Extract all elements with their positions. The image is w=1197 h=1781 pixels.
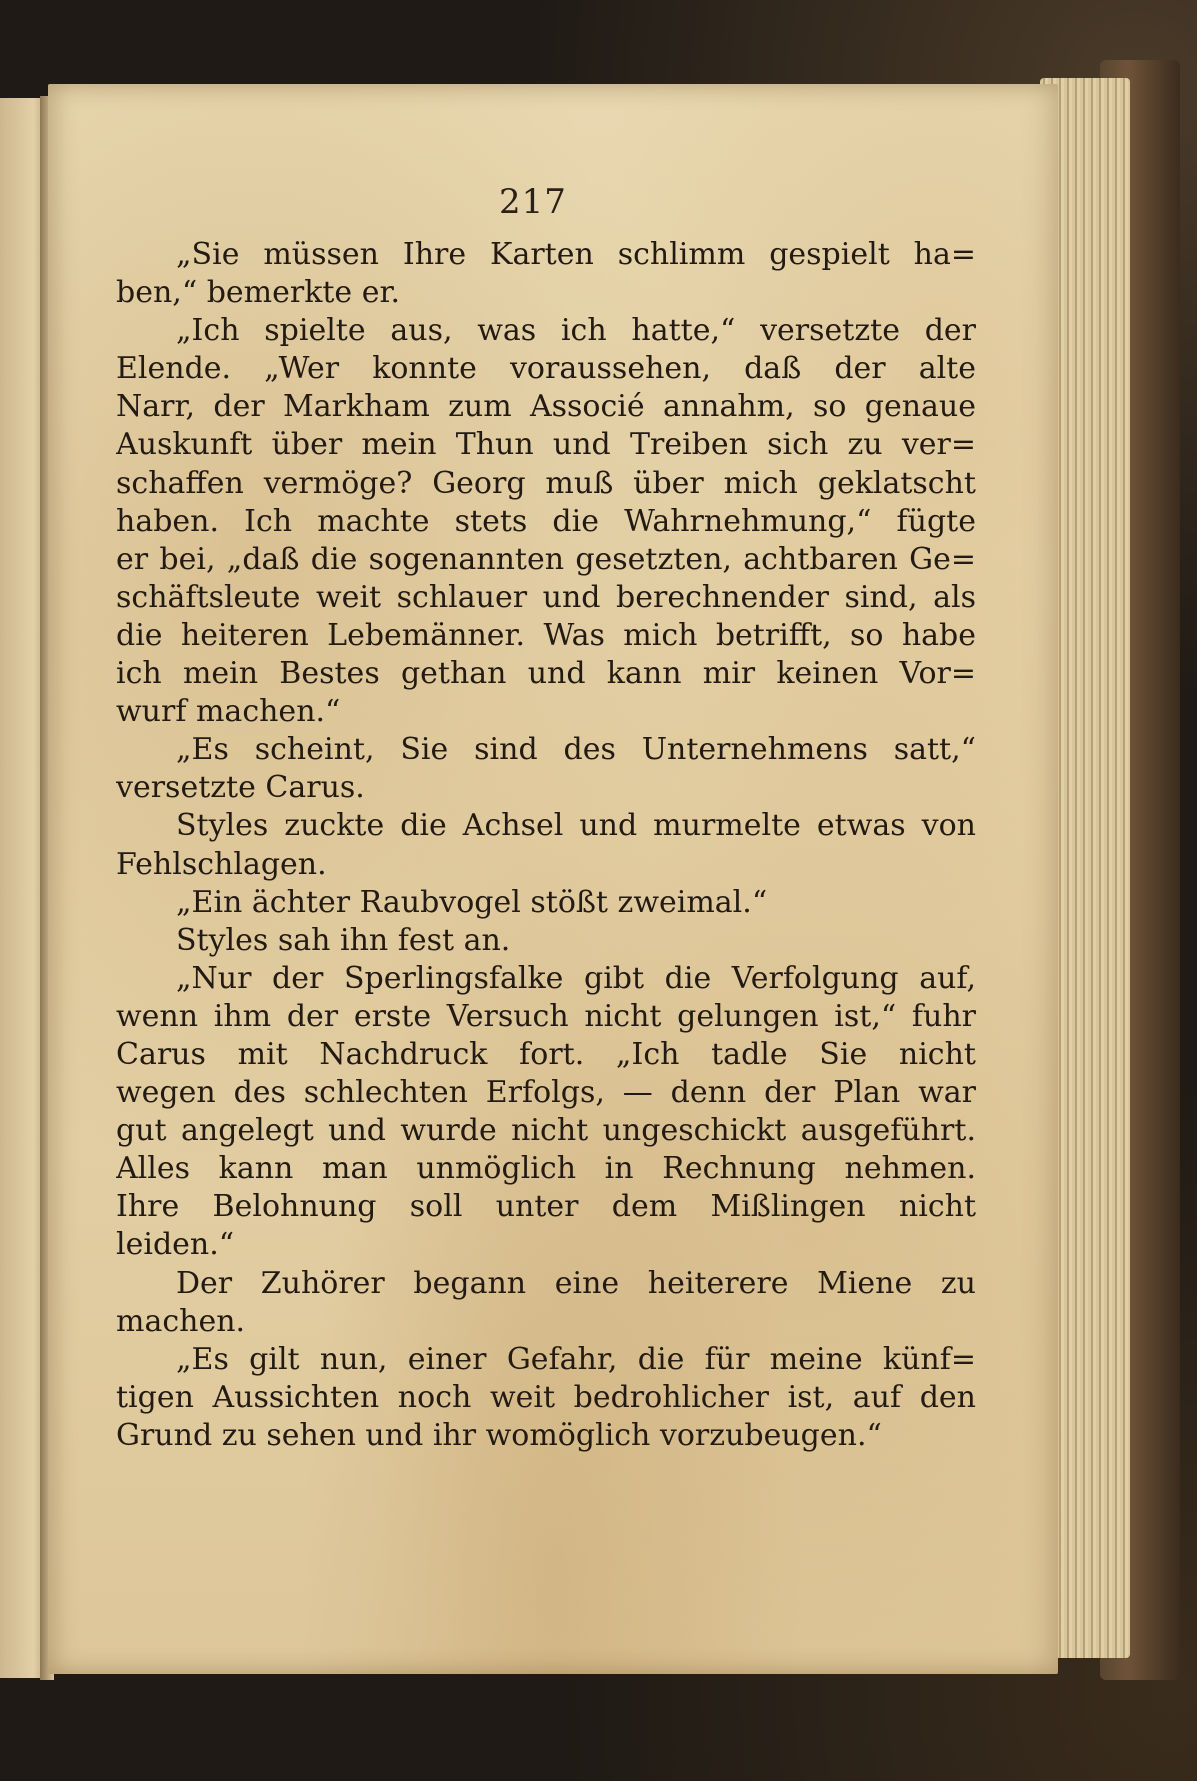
text-line: leiden.“: [116, 1227, 235, 1263]
text-line: Carus mit Nachdruck fort. „Ich tadle Sie nicht: [116, 1036, 976, 1072]
text-line: Der Zuhörer begann eine heiterere Miene zu: [176, 1265, 976, 1301]
text-line: Elende. „Wer konnte voraussehen, daß der alte: [116, 351, 976, 387]
text-line: Auskunft über mein Thun und Treiben sich zu ver=: [116, 427, 976, 463]
page-number: 217: [499, 182, 567, 222]
text-line: er bei, „daß die sogenannten gesetzten, achtbaren Ge=: [116, 541, 976, 577]
text-line: machen.: [116, 1303, 246, 1339]
text-line: „Es gilt nun, einer Gefahr, die für meine künf=: [176, 1341, 976, 1377]
text-line: gut angelegt und wurde nicht ungeschickt ausgeführt.: [116, 1113, 976, 1149]
text-line: Fehlschlagen.: [116, 846, 327, 882]
text-line: schäftsleute weit schlauer und berechnender sind, als: [116, 579, 976, 615]
text-line: Styles sah ihn fest an.: [176, 922, 511, 958]
text-line: „Ein ächter Raubvogel stößt zweimal.“: [176, 884, 768, 920]
text-line: wenn ihm der erste Versuch nicht gelungen ist,“ fuhr: [116, 998, 976, 1034]
text-line: schaffen vermöge? Georg muß über mich geklatscht: [116, 465, 976, 501]
text-line: Styles zuckte die Achsel und murmelte etwas von: [176, 808, 976, 844]
page-text-block: [116, 236, 976, 1455]
text-line: „Ich spielte aus, was ich hatte,“ versetzte der: [176, 313, 976, 349]
text-line: die heiteren Lebemänner. Was mich betrifft, so habe: [116, 617, 976, 653]
text-line: Narr, der Markham zum Associé annahm, so genaue: [116, 389, 976, 425]
text-line: „Es scheint, Sie sind des Unternehmens satt,“: [176, 732, 976, 768]
text-line: „Sie müssen Ihre Karten schlimm gespielt ha=: [176, 237, 976, 272]
text-line: versetzte Carus.: [116, 770, 365, 806]
text-line: wegen des schlechten Erfolgs, — denn der Plan war: [116, 1075, 976, 1111]
text-line: Alles kann man unmöglich in Rechnung nehmen.: [116, 1151, 976, 1187]
text-line: „Nur der Sperlingsfalke gibt die Verfolgung auf,: [176, 960, 976, 996]
text-line: ben,“ bemerkte er.: [116, 275, 401, 311]
text-line: wurf machen.“: [116, 694, 341, 730]
book-page: [48, 84, 1058, 1674]
text-line: tigen Aussichten noch weit bedrohlicher ist, auf den: [116, 1379, 976, 1415]
text-line: haben. Ich machte stets die Wahrnehmung,“ fügte: [116, 503, 976, 539]
text-line: ich mein Bestes gethan und kann mir keinen Vor=: [116, 656, 976, 692]
text-line: Ihre Belohnung soll unter dem Mißlingen nicht: [116, 1189, 976, 1225]
text-line: Grund zu sehen und ihr womöglich vorzubeugen.“: [116, 1417, 882, 1453]
